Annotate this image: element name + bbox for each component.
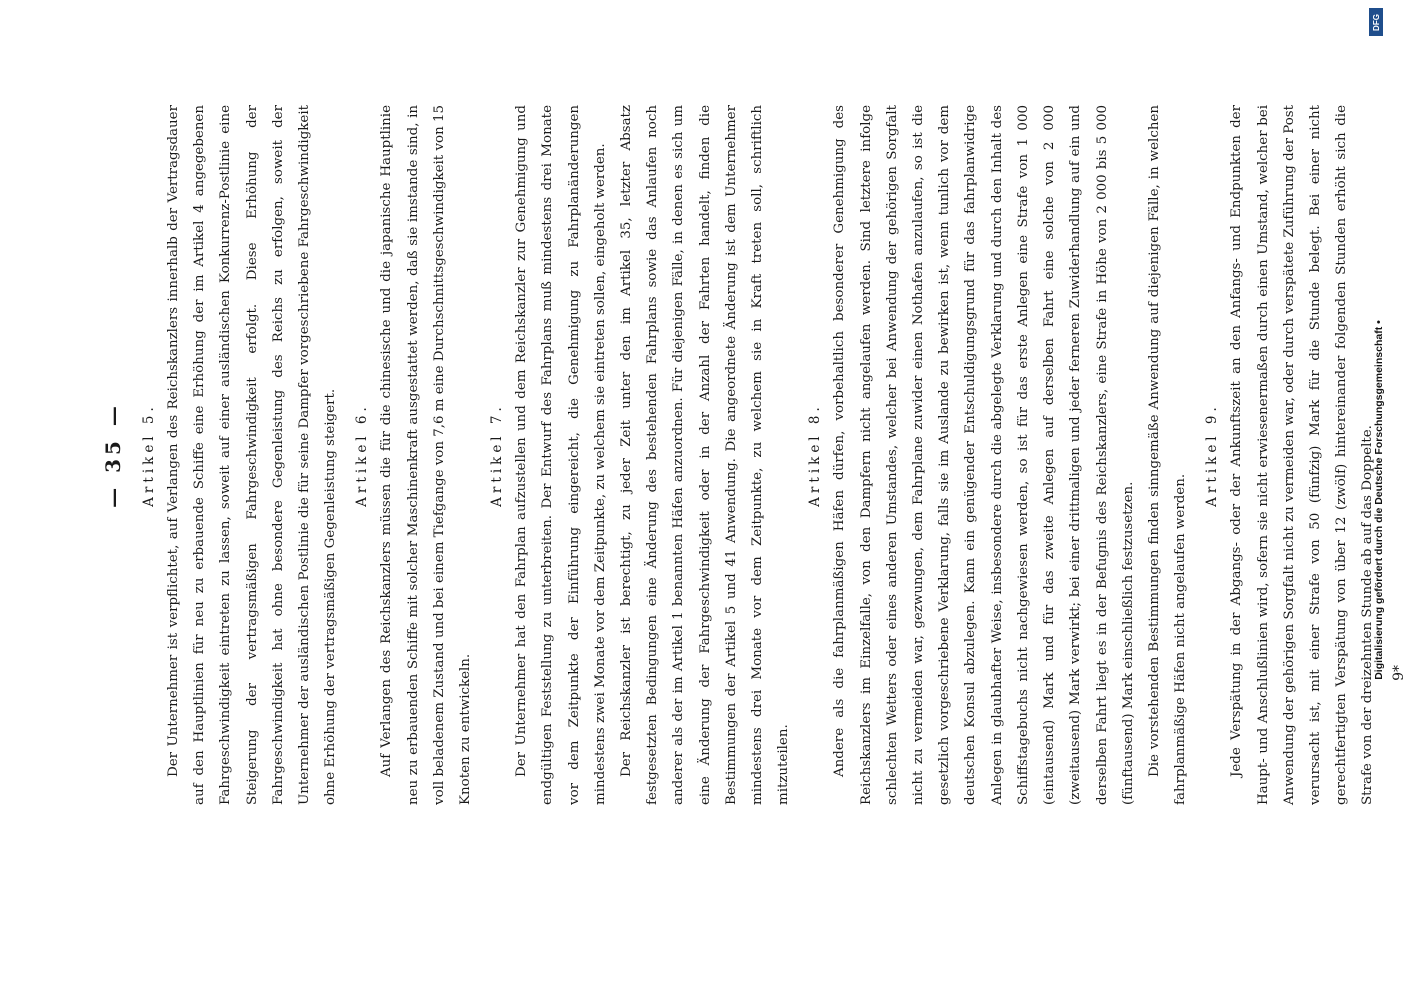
page-number: — 35 — xyxy=(100,402,125,508)
article-title: Artikel 8. xyxy=(807,403,824,507)
article-7 xyxy=(485,105,797,805)
article-paragraph: Der Unternehmer hat den Fahrplan aufzustellen und dem Reichskanzler zur Genehmigung und endgültigen Feststellung zu unterbreiten. Der Entwurf des Fahrplans muß mindestens drei Monate vor dem Zeitpunkte der Einführung eingereicht, die Genehmigung zu Fahrplanänderungen mindestens zwei Monate vor dem Zeitpunkte, zu welchem sie eintreten sollen, eingeholt werden. xyxy=(514,105,608,805)
article-paragraph: Der Reichskanzler ist berechtigt, zu jeder Zeit unter den im Artikel 35, letzter Absatz festgesetzten Bedingungen eine Änderung des bestehenden Fahrplans sowie das Anlaufen noch anderer als der im Artikel 1 benannten Häfen anzuordnen. Für diejenigen Fälle, in denen es sich um eine Änderung der Fahrgeschwindigkeit oder in der Anzahl der Fahrten handelt, finden die Bestimmungen der Artikel 5 und 41 Anwendung. Die angeordnete Änderung ist dem Unternehmer mindestens drei Monate vor dem Zeitpunkte, zu welchem sie in Kraft treten soll, schriftlich mitzuteilen. xyxy=(619,105,792,805)
article-title: Artikel 9. xyxy=(1204,403,1221,507)
article-6 xyxy=(350,105,479,805)
article-paragraph: Die vorstehenden Bestimmungen finden sinngemäße Anwendung auf diejenigen Fälle, in welchen fahrplanmäßige Häfen nicht angelaufen werden. xyxy=(1146,105,1189,805)
article-title: Artikel 5. xyxy=(141,403,157,507)
logo-text: DFG xyxy=(1371,13,1381,31)
article-title: Artikel 6. xyxy=(354,403,371,507)
article-5 xyxy=(137,105,344,805)
digitization-credit xyxy=(1368,0,1390,1000)
article-title: Artikel 7. xyxy=(489,403,506,507)
article-8 xyxy=(803,105,1194,805)
article-paragraph: Jede Verspätung in der Abgangs- oder der Ankunftszeit an den Anfangs- und Endpunkten der Haupt- und Anschlußlinien wird, sofern sie nicht erwiesenermaßen durch einen Umstand, welcher bei Anwendung der gehörigen Sorgfalt nicht zu vermeiden war, oder durch verspätete Zuführung der Post verursacht ist, mit einer Strafe von 50 (fünfzig) Mark für die Stunde belegt. Bei einer nicht gerechtfertigten Verspätung von über 12 (zwölf) hintereinander folgenden Stunden erhöht sich die Strafe von der dreizehnten Stunde ab auf das Doppelte. xyxy=(1229,104,1376,805)
article-paragraph: Andere als die fahrplanmäßigen Häfen dürfen, vorbehaltlich besonderer Genehmigung des Reichskanzlers im Einzelfalle, von den Dampfern nicht angelaufen werden. Sind letztere infolge schlechten Wetters oder eines anderen Umstandes, welcher bei Anwendung der gehörigen Sorgfalt nicht zu vermeiden war, gezwungen, dem Fahrplane zuwider einen Nothafen anzulaufen, so ist die gesetzlich vorgeschriebene Verklarung, falls sie im Auslande zu bewirken ist, wenn tunlich vor dem deutschen Konsul abzulegen. Kann ein genügender Entschuldigungsgrund für das fahrplanwidrige Anlegen in glaubhafter Weise, insbesondere durch die abgelegte Verklarung und durch den Inhalt des Schiffstagebuchs nicht nachgewiesen werden, so ist für das erste Anlegen eine Strafe von 1 000 (eintausend) Mark und für das zweite Anlegen auf derselben Fahrt eine solche von 2 000 (zweitausend) Mark verwirkt; bei einer drittmaligen und jeder ferneren Zuwiderhandlung auf ein und derselben Fahrt liegt es in der Befugnis des Reichskanzlers, eine Strafe in Höhe von 2 000 bis 5 000 (fünftausend) Mark einschließlich festzusetzen. xyxy=(832,105,1136,805)
article-9 xyxy=(1200,105,1381,805)
article-paragraph: Auf Verlangen des Reichskanzlers müssen die für die chinesische und die japanische Hauptlinie neu zu erbauenden Schiffe mit solcher Maschinenkraft ausgestattet werden, daß sie imstande sind, in voll beladenem Zustand und bei einem Tiefgange von 7,6 m eine Durchschnittsgeschwindigkeit von 15 Knoten zu entwickeln. xyxy=(379,105,474,805)
article-paragraph: Der Unternehmer ist verpflichtet, auf Verlangen des Reichskanzlers innerhalb der Vertragsdauer auf den Hauptlinien für neu zu erbauende Schiffe eine Erhöhung der im Artikel 4 angegebenen Fahrgeschwindigkeit eintreten zu lassen, soweit auf einer ausländischen Konkurrenz-Postlinie eine Steigerung der vertragsmäßigen Fahrgeschwindigkeit erfolgt. Diese Erhöhung der Fahrgeschwindigkeit hat ohne besondere Gegenleistung des Reichs zu erfolgen, soweit der Unternehmer der ausländischen Postlinie die für seine Dampfer vorgeschriebene Fahrgeschwindigkeit ohne Erhöhung der vertragsmäßigen Gegenleistung steigert. xyxy=(166,105,339,805)
credit-text: Digitalisierung gefördert durch die Deutsche Forschungsgemeinschaft • xyxy=(1373,320,1386,680)
signature-mark: 9* xyxy=(1390,665,1407,681)
